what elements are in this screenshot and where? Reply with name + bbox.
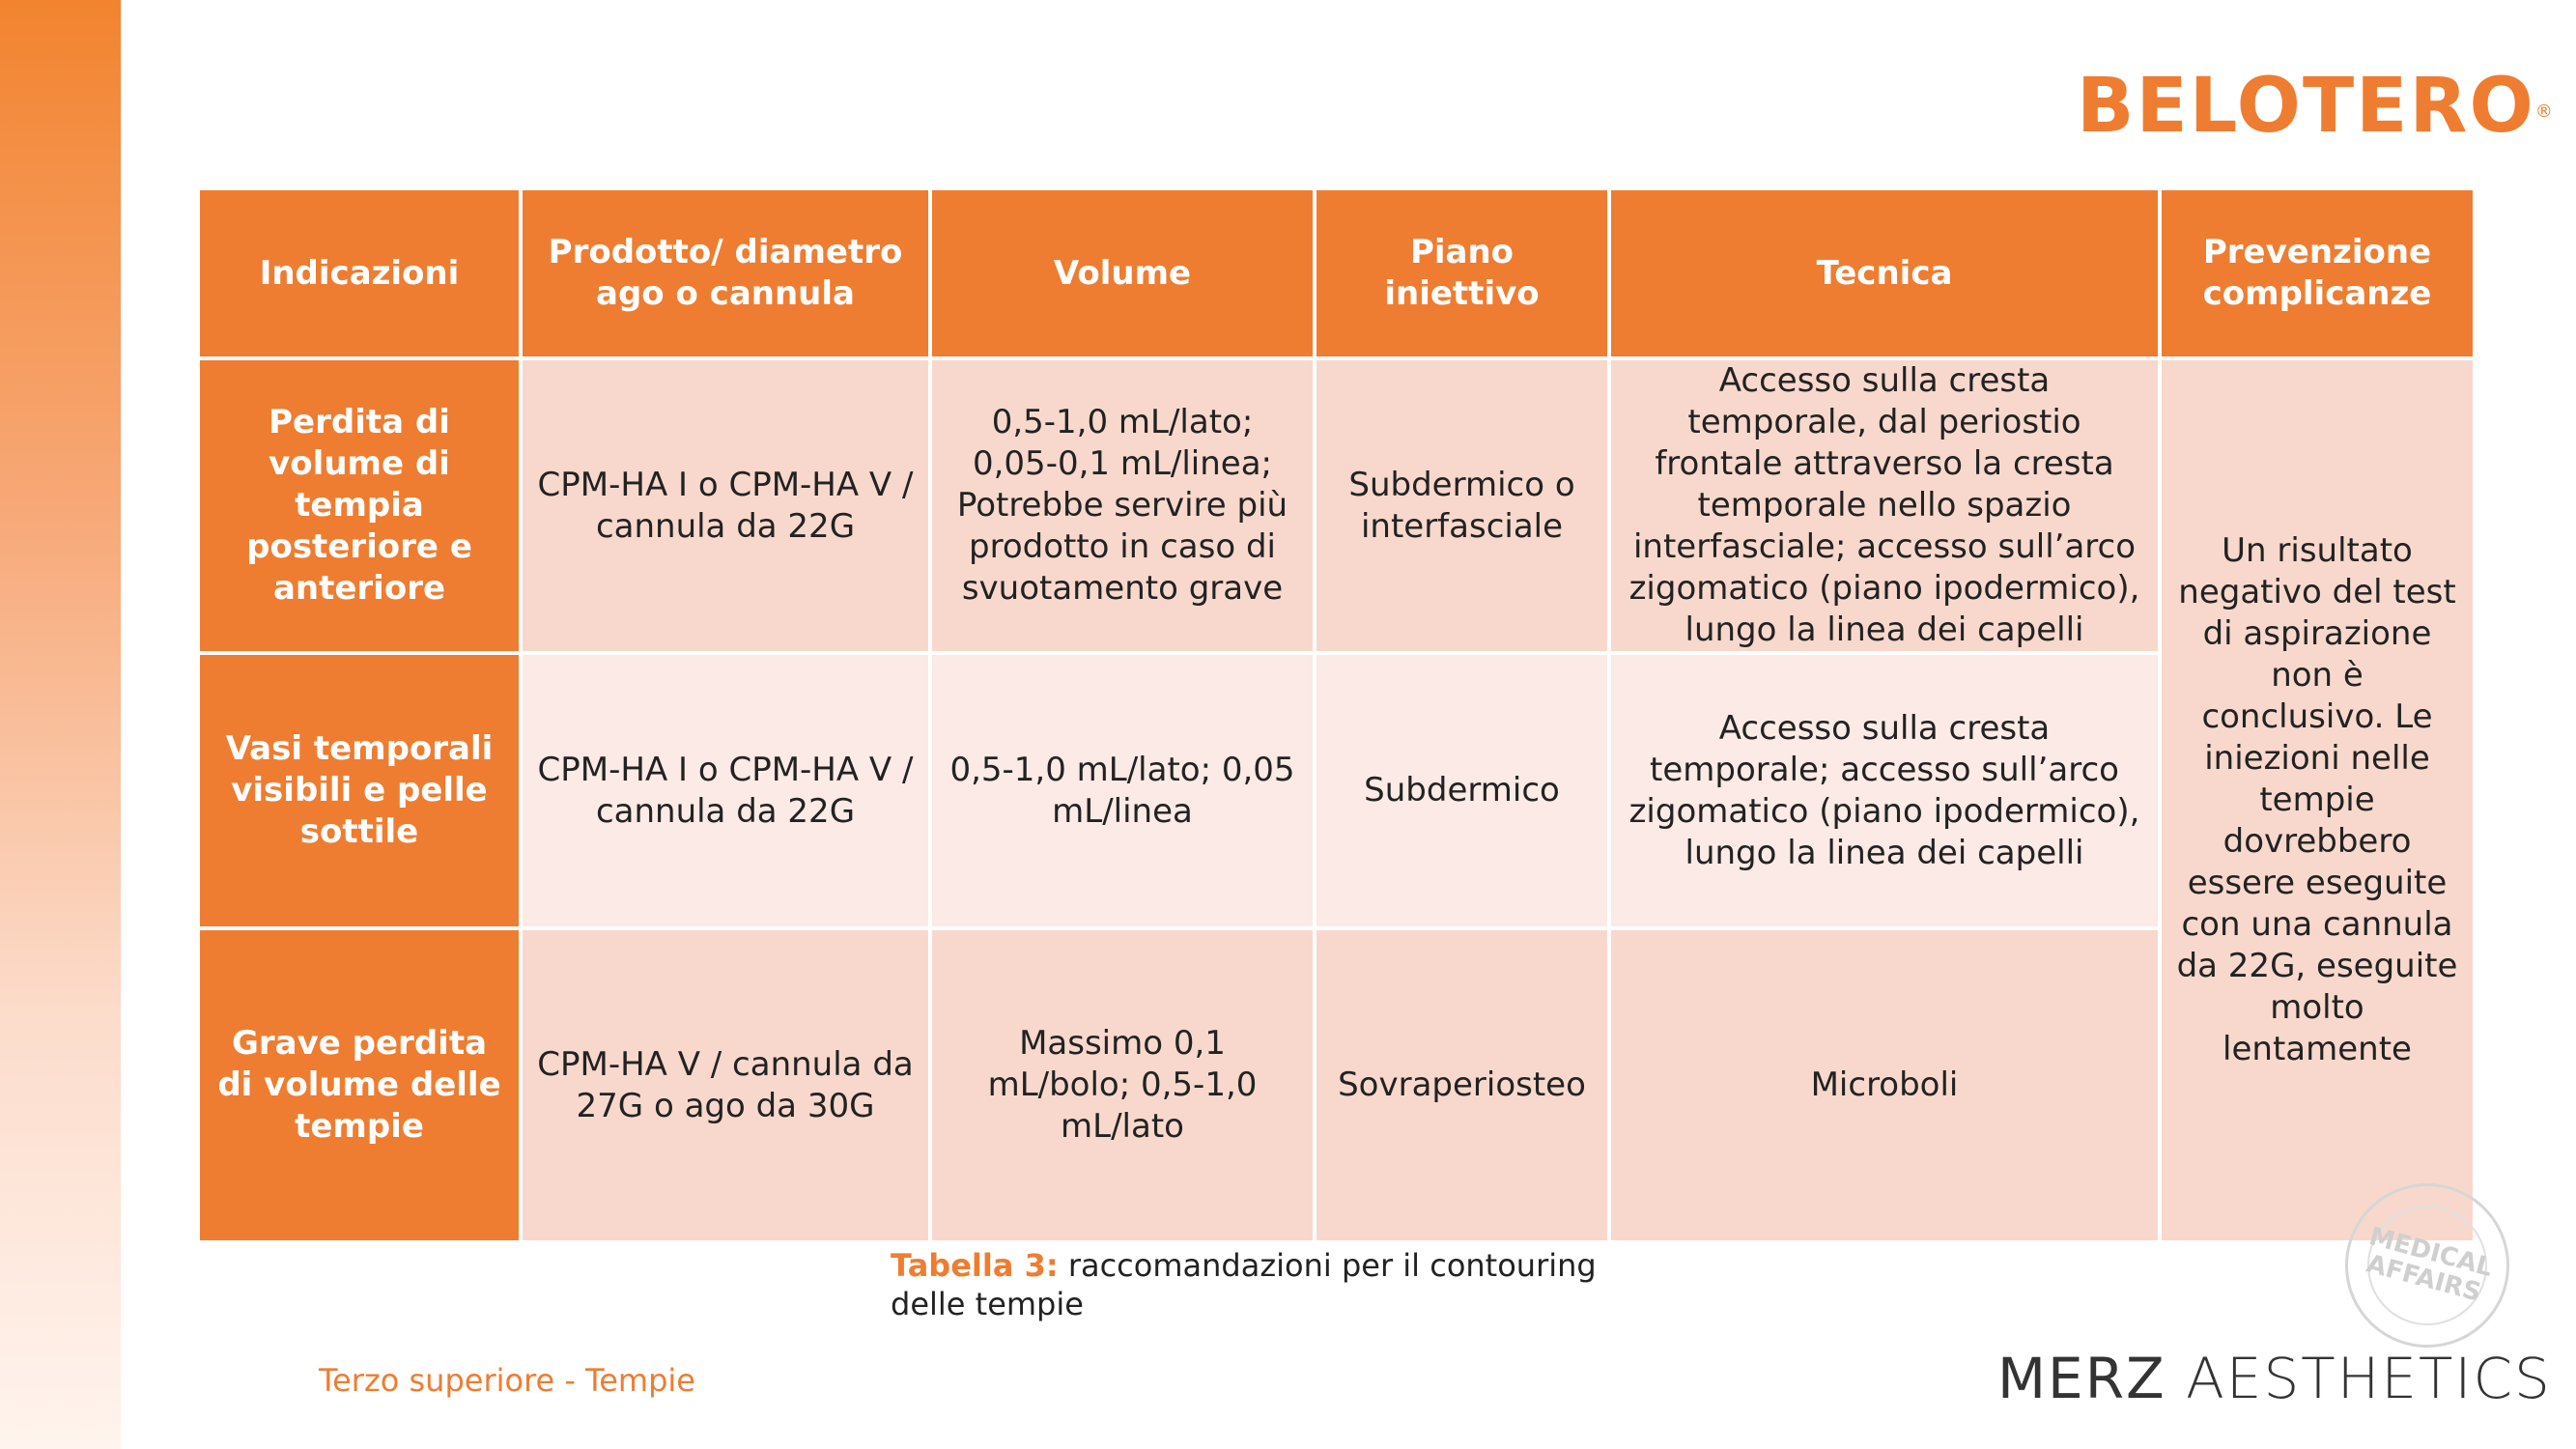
header-row bbox=[198, 188, 2475, 358]
section-footer: Terzo superiore - Tempie bbox=[319, 1362, 695, 1399]
technique-cell: Microboli bbox=[1609, 928, 2160, 1242]
table-caption bbox=[891, 1246, 1644, 1323]
belotero-logo bbox=[2077, 63, 2555, 150]
caption-label: Tabella 3: bbox=[891, 1247, 1059, 1284]
side-gradient-bar bbox=[0, 0, 121, 1449]
product-cell: CPM-HA I o CPM-HA V / cannula da 22G bbox=[521, 358, 930, 653]
indication-cell: Vasi temporali visibili e pelle sottile bbox=[198, 653, 521, 928]
stamp-text: MEDICAL AFFAIRS bbox=[2363, 1222, 2496, 1308]
indication-cell: Perdita di volume di tempia posteriore e anteriore bbox=[198, 358, 521, 653]
header-volume: Volume bbox=[930, 188, 1315, 358]
brand-bold: MERZ bbox=[1997, 1346, 2166, 1411]
volume-cell: Massimo 0,1 mL/bolo; 0,5-1,0 mL/lato bbox=[930, 928, 1315, 1242]
volume-cell: 0,5-1,0 mL/lato; 0,05 mL/linea bbox=[930, 653, 1315, 928]
plane-cell: Sovraperiosteo bbox=[1315, 928, 1609, 1242]
product-cell: CPM-HA I o CPM-HA V / cannula da 22G bbox=[521, 653, 930, 928]
header-piano: Piano iniettivo bbox=[1315, 188, 1609, 358]
stamp-inner bbox=[2354, 1192, 2501, 1339]
plane-cell: Subdermico bbox=[1315, 653, 1609, 928]
technique-cell: Accesso sulla cresta temporale, dal periostio frontale attraverso la cresta temporale nello spazio interfasciale; accesso sull’arco zigomatico (piano ipodermico), lungo la linea dei capelli bbox=[1609, 358, 2160, 653]
table-row bbox=[198, 653, 2475, 928]
indication-cell: Grave perdita di volume delle tempie bbox=[198, 928, 521, 1242]
header-prodotto: Prodotto/ diametro ago o cannula bbox=[521, 188, 930, 358]
prevention-cell: Un risultato negativo del test di aspirazione non è conclusivo. Le iniezioni nelle tempie dovrebbero essere eseguite con una cannula da 22G, eseguite molto lentamente bbox=[2160, 358, 2475, 1242]
header-tecnica: Tecnica bbox=[1609, 188, 2160, 358]
registered-mark: ® bbox=[2534, 101, 2555, 122]
caption-text: raccomandazioni per il contouring delle tempie bbox=[891, 1247, 1597, 1322]
product-cell: CPM-HA V / cannula da 27G o ago da 30G bbox=[521, 928, 930, 1242]
plane-cell: Subdermico o interfasciale bbox=[1315, 358, 1609, 653]
table-row bbox=[198, 928, 2475, 1242]
table-row bbox=[198, 358, 2475, 653]
recommendations-table bbox=[196, 186, 2477, 1244]
merz-aesthetics-logo bbox=[1997, 1346, 2552, 1411]
brand-light: AESTHETICS bbox=[2166, 1346, 2552, 1411]
volume-cell: 0,5-1,0 mL/lato; 0,05-0,1 mL/linea; Potrebbe servire più prodotto in caso di svuotamento grave bbox=[930, 358, 1315, 653]
technique-cell: Accesso sulla cresta temporale; accesso sull’arco zigomatico (piano ipodermico), lungo la linea dei capelli bbox=[1609, 653, 2160, 928]
header-prevenzione: Prevenzione complicanze bbox=[2160, 188, 2475, 358]
logo-text: BELOTERO bbox=[2077, 63, 2535, 150]
header-indicazioni: Indicazioni bbox=[198, 188, 521, 358]
